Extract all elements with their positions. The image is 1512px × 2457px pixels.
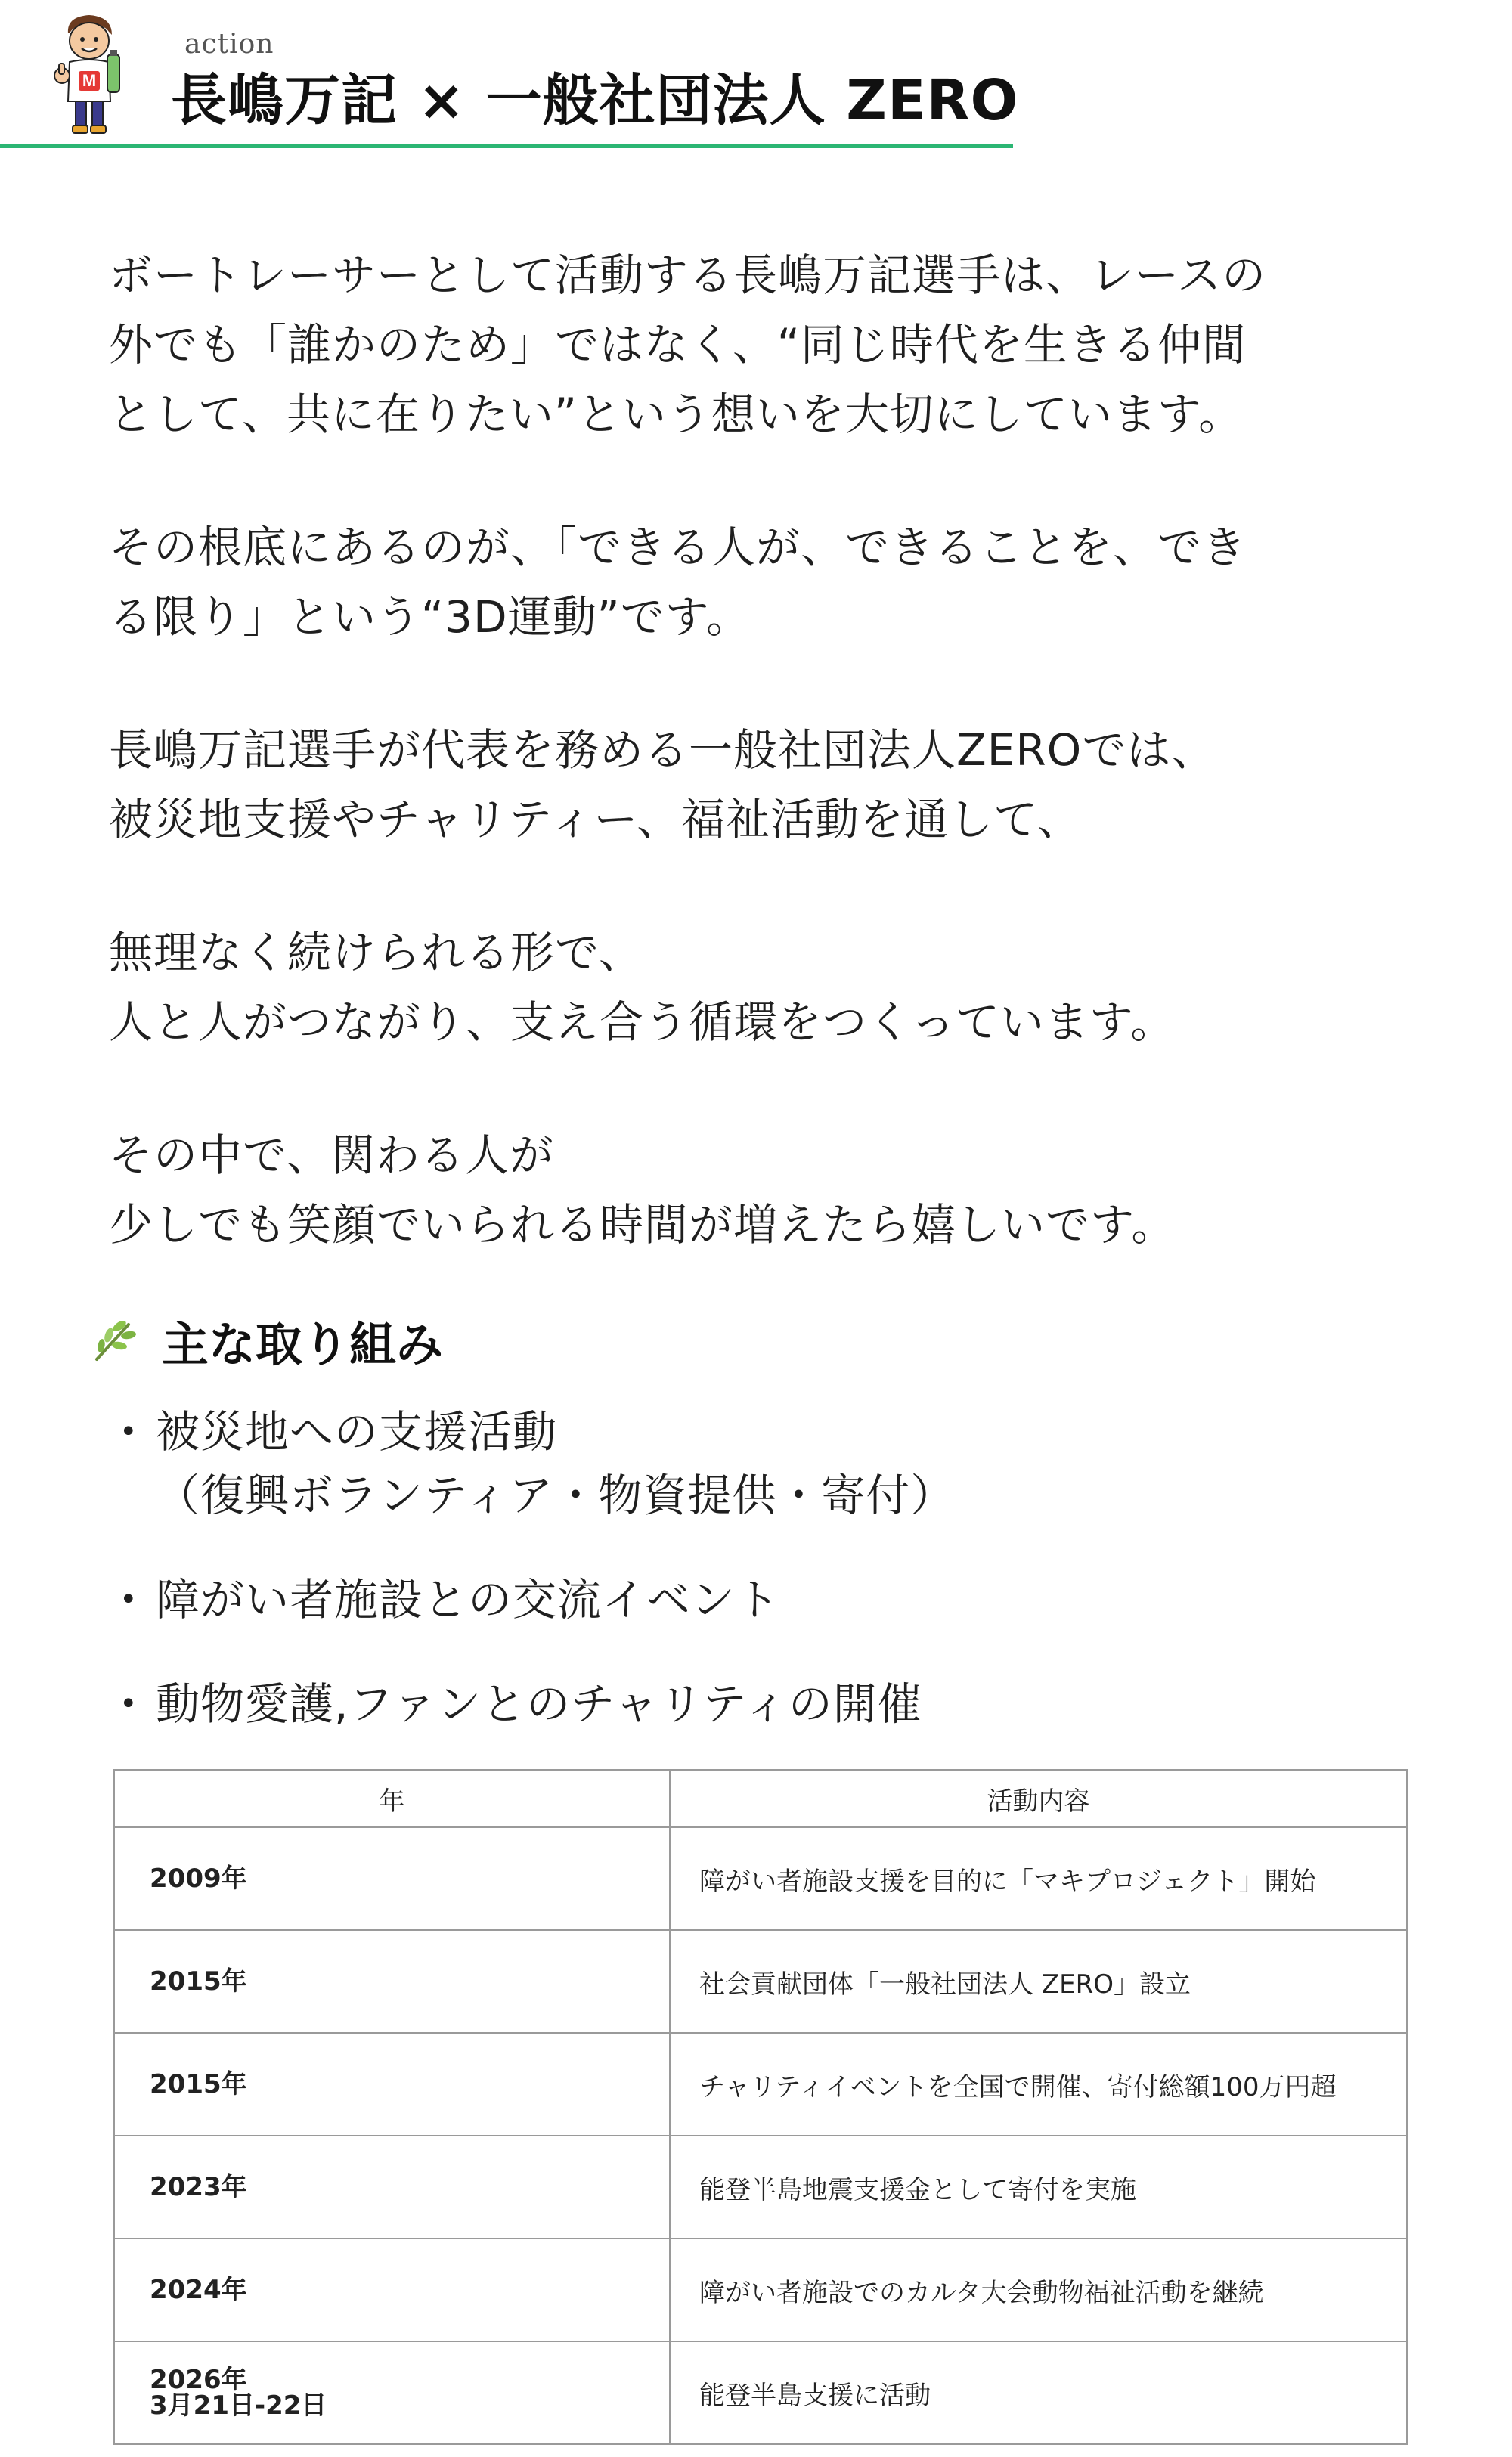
text-line: 長嶋万記選手が代表を務める一般社団法人ZEROでは、	[109, 724, 1216, 776]
year-text: 2024年	[150, 2275, 247, 2305]
text-line: る限り」という“3D運動”です。	[109, 591, 751, 643]
year-text: 2023年	[150, 2172, 247, 2202]
year-text: 2015年	[150, 1966, 247, 1997]
text-line: 少しでも笑顔でいられる時間が増えたら嬉しいです。	[109, 1199, 1176, 1250]
table-row	[114, 2136, 1407, 2239]
list-item-subtext: （復興ボランティア・物資提供・寄付）	[156, 1470, 956, 1521]
initiatives-section	[89, 1308, 1420, 1777]
year-text: 2009年	[150, 1864, 247, 1894]
list-item	[89, 1672, 1420, 1736]
list-item-text: 障がい者施設との交流イベント	[156, 1574, 781, 1625]
activity-cell: 能登半島支援に活動	[670, 2341, 1407, 2444]
table-row	[114, 2239, 1407, 2341]
section-heading	[89, 1308, 1420, 1373]
year-cell	[114, 2033, 670, 2136]
table-row	[114, 1827, 1407, 1930]
activity-cell: 社会貢献団体「一般社団法人 ZERO」設立	[670, 1930, 1407, 2033]
year-cell	[114, 2341, 670, 2444]
date-text: 3月21日-22日	[150, 2390, 327, 2421]
list-item-text: 動物愛護,ファンとのチャリティの開催	[156, 1678, 922, 1730]
intro-paragraph	[109, 513, 1409, 652]
table-row	[114, 2033, 1407, 2136]
bullet-dot-icon: •	[119, 1687, 138, 1721]
intro-paragraph	[109, 240, 1409, 449]
category-label: action	[184, 29, 274, 60]
list-item-text: 被災地への支援活動	[156, 1406, 558, 1458]
activity-cell: 障がい者施設支援を目的に「マキプロジェクト」開始	[670, 1827, 1407, 1930]
column-header-year: 年	[114, 1770, 670, 1827]
text-line: として、共に在りたい”という想いを大切にしています。	[109, 389, 1244, 440]
year-cell	[114, 2136, 670, 2239]
page-header	[0, 0, 1019, 151]
intro-section	[109, 240, 1409, 1323]
header-divider	[0, 144, 1013, 148]
sprout-icon	[89, 1315, 139, 1365]
year-cell	[114, 2239, 670, 2341]
year-text: 2026年	[150, 2365, 247, 2395]
section-title: 主な取り組み	[162, 1316, 444, 1372]
text-line: 無理なく続けられる形で、	[109, 927, 643, 978]
list-item	[89, 1568, 1420, 1631]
text-line: 人と人がつながり、支え合う循環をつくっています。	[109, 996, 1176, 1048]
year-cell	[114, 1930, 670, 2033]
text-line: その中で、関わる人が	[109, 1129, 554, 1181]
activity-cell: 障がい者施設でのカルタ大会動物福祉活動を継続	[670, 2239, 1407, 2341]
list-item	[89, 1400, 1420, 1527]
year-text: 2015年	[150, 2069, 247, 2099]
intro-paragraph	[109, 715, 1409, 854]
text-line: 被災地支援やチャリティー、福祉活動を通して、	[109, 794, 1082, 845]
table-row	[114, 2341, 1407, 2444]
bullet-dot-icon: •	[119, 1414, 138, 1449]
mascot-avatar-icon	[51, 11, 127, 139]
page-title: 長嶋万記 × 一般社団法人 ZERO	[171, 68, 1019, 133]
text-line: ボートレーサーとして活動する長嶋万記選手は、レースの	[109, 249, 1267, 301]
table-row	[114, 1930, 1407, 2033]
text-line: その根底にあるのが、「できる人が、できることを、でき	[109, 522, 1247, 573]
intro-paragraph	[109, 918, 1409, 1057]
avatar-letter: M	[82, 71, 97, 90]
activity-cell: チャリティイベントを全国で開催、寄付総額100万円超	[670, 2033, 1407, 2136]
text-line: 外でも「誰かのため」ではなく、“同じ時代を生きる仲間	[109, 319, 1247, 370]
year-cell	[114, 1827, 670, 1930]
bullet-dot-icon: •	[119, 1582, 138, 1617]
activity-cell: 能登半島地震支援金として寄付を実施	[670, 2136, 1407, 2239]
column-header-activity: 活動内容	[670, 1770, 1407, 1827]
history-table	[113, 1769, 1408, 2445]
intro-paragraph	[109, 1120, 1409, 1259]
table-header-row	[114, 1770, 1407, 1827]
initiatives-list	[89, 1400, 1420, 1736]
